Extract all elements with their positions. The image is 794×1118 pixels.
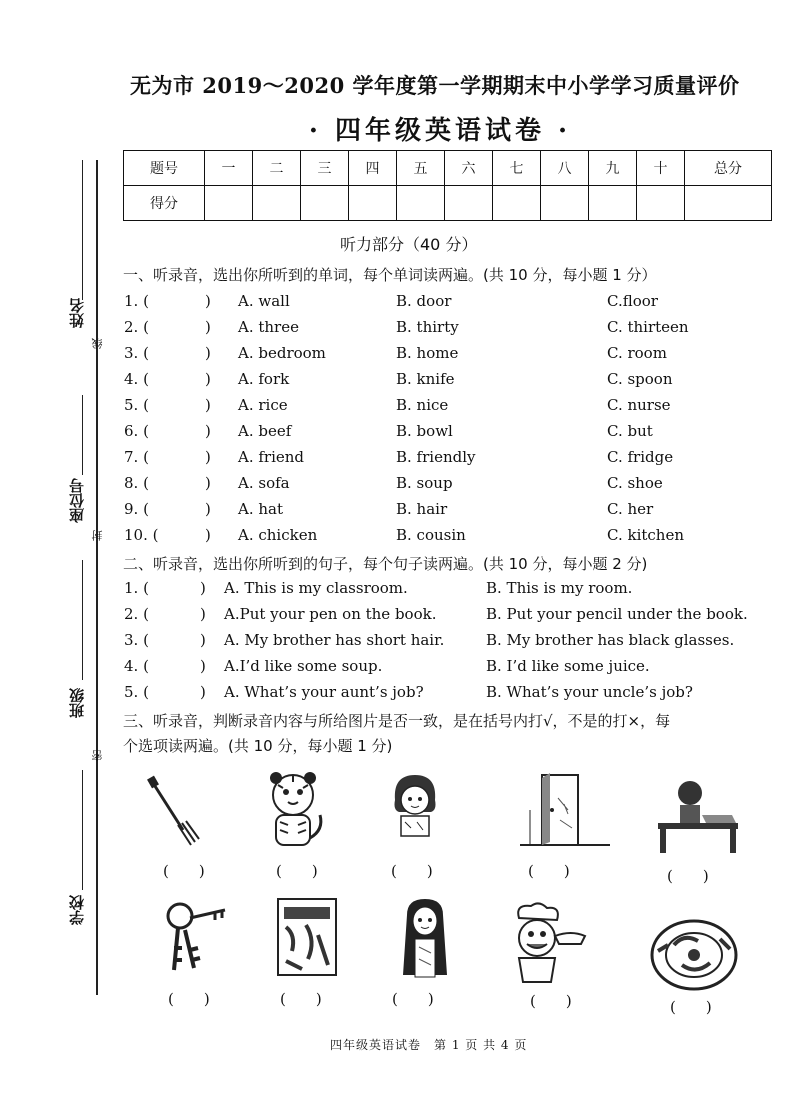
answer-paren-close: ) — [205, 292, 211, 310]
secret-label: 密 — [91, 750, 104, 761]
score-table-row-numbers — [124, 151, 772, 186]
part3-heading-line2: 个选项读两遍。(共 10 分，每小题 1 分) — [123, 737, 393, 755]
option-b: B. bowl — [396, 422, 453, 440]
score-col: 二 — [253, 151, 301, 186]
option-a: A. friend — [238, 448, 305, 466]
question-number[interactable]: 10. ( — [124, 526, 159, 544]
listening-section-title: 听力部分（40 分） — [340, 235, 478, 254]
answer-paren-close: ) — [205, 474, 211, 492]
option-a: A. chicken — [238, 526, 318, 544]
score-cell[interactable] — [349, 186, 397, 221]
school-blank[interactable] — [82, 770, 83, 890]
classroom-icon — [652, 775, 742, 855]
option-b: B. Put your pencil under the book. — [486, 605, 748, 623]
answer-blank[interactable]: ( ) — [276, 862, 318, 880]
answer-paren-close: ) — [205, 448, 211, 466]
answer-blank[interactable]: ( ) — [280, 990, 322, 1008]
seat-blank[interactable] — [82, 395, 83, 475]
school-label: 学校 — [68, 895, 86, 925]
question-number[interactable]: 1. ( — [124, 579, 149, 597]
answer-paren-close: ) — [205, 396, 211, 414]
score-col: 八 — [541, 151, 589, 186]
answer-paren-close: ) — [200, 631, 206, 649]
answer-blank[interactable]: ( ) — [670, 998, 712, 1016]
answer-blank[interactable]: ( ) — [528, 862, 570, 880]
option-b: B. door — [396, 292, 452, 310]
score-cell[interactable] — [589, 186, 637, 221]
option-b: B. thirty — [396, 318, 459, 336]
option-b: B. soup — [396, 474, 453, 492]
exam-subtitle: · 四年级英语试卷 · — [308, 116, 572, 146]
option-c: C. her — [607, 500, 654, 518]
question-number[interactable]: 3. ( — [124, 344, 149, 362]
question-number[interactable]: 1. ( — [124, 292, 149, 310]
page-footer: 四年级英语试卷 第 1 页 共 4 页 — [330, 1038, 528, 1052]
option-a: A. This is my classroom. — [224, 579, 408, 597]
option-c: C. nurse — [607, 396, 671, 414]
question-number[interactable]: 4. ( — [124, 370, 149, 388]
cook-icon — [505, 900, 595, 985]
answer-paren-close: ) — [200, 579, 206, 597]
option-a: A.I’d like some soup. — [224, 657, 383, 675]
option-c: C. kitchen — [607, 526, 684, 544]
option-a: A. My brother has short hair. — [224, 631, 445, 649]
option-b: B. hair — [396, 500, 448, 518]
score-cell[interactable] — [541, 186, 589, 221]
answer-paren-close: ) — [205, 526, 211, 544]
girl-icon — [385, 770, 445, 840]
option-b: B. This is my room. — [486, 579, 633, 597]
score-col: 九 — [589, 151, 637, 186]
cut-line-label: 线 — [91, 338, 104, 349]
option-c: C. room — [607, 344, 667, 362]
question-number[interactable]: 4. ( — [124, 657, 149, 675]
question-number[interactable]: 8. ( — [124, 474, 149, 492]
score-total-label: 总分 — [685, 151, 772, 186]
score-table-row-scores — [124, 186, 772, 221]
option-b: B. I’d like some juice. — [486, 657, 650, 675]
question-number[interactable]: 7. ( — [124, 448, 149, 466]
question-number[interactable]: 2. ( — [124, 318, 149, 336]
class-blank[interactable] — [82, 560, 83, 680]
score-cell[interactable] — [685, 186, 772, 221]
question-number[interactable]: 3. ( — [124, 631, 149, 649]
score-cell[interactable] — [253, 186, 301, 221]
answer-paren-close: ) — [200, 605, 206, 623]
score-col: 七 — [493, 151, 541, 186]
option-a: A. fork — [238, 370, 290, 388]
book-icon — [272, 895, 342, 980]
long-hair-girl-icon — [395, 895, 455, 985]
score-col: 十 — [637, 151, 685, 186]
option-c: C. but — [607, 422, 653, 440]
part3-heading-line1: 三、听录音，判断录音内容与所给图片是否一致，是在括号内打√，不是的打×，每 — [123, 712, 671, 730]
score-col: 一 — [205, 151, 253, 186]
score-cell[interactable] — [637, 186, 685, 221]
answer-paren-close: ) — [200, 683, 206, 701]
answer-paren-close: ) — [200, 657, 206, 675]
option-b: B. nice — [396, 396, 449, 414]
question-number[interactable]: 9. ( — [124, 500, 149, 518]
score-col: 五 — [397, 151, 445, 186]
question-number[interactable]: 5. ( — [124, 683, 149, 701]
option-a: A. sofa — [238, 474, 290, 492]
score-col: 四 — [349, 151, 397, 186]
option-c: C. spoon — [607, 370, 673, 388]
class-label: 班级 — [68, 688, 86, 718]
option-c: C. shoe — [607, 474, 663, 492]
answer-paren-close: ) — [205, 422, 211, 440]
question-number[interactable]: 2. ( — [124, 605, 149, 623]
option-c: C.floor — [607, 292, 658, 310]
answer-blank[interactable]: ( ) — [392, 990, 434, 1008]
score-row-label: 得分 — [124, 186, 205, 221]
answer-paren-close: ) — [205, 370, 211, 388]
answer-blank[interactable]: ( ) — [530, 992, 572, 1010]
answer-blank[interactable]: ( ) — [168, 990, 210, 1008]
option-b: B. home — [396, 344, 459, 362]
option-b: B. knife — [396, 370, 455, 388]
score-cell[interactable] — [493, 186, 541, 221]
fork-icon — [145, 775, 205, 850]
score-cell[interactable] — [397, 186, 445, 221]
door-icon — [520, 770, 610, 850]
score-col: 三 — [301, 151, 349, 186]
score-table-label: 题号 — [124, 151, 205, 186]
seal-label: 封 — [91, 530, 104, 541]
part1-heading: 一、听录音，选出你所听到的单词，每个单词读两遍。(共 10 分，每小题 1 分） — [123, 266, 657, 284]
answer-paren-close: ) — [205, 344, 211, 362]
option-b: B. What’s your uncle’s job? — [486, 683, 693, 701]
answer-blank[interactable]: ( ) — [667, 867, 709, 885]
option-b: B. friendly — [396, 448, 476, 466]
option-a: A. rice — [238, 396, 288, 414]
answer-blank[interactable]: ( ) — [391, 862, 433, 880]
option-c: C. fridge — [607, 448, 674, 466]
keys-icon — [160, 898, 235, 978]
question-number[interactable]: 5. ( — [124, 396, 149, 414]
option-c: C. thirteen — [607, 318, 689, 336]
part2-heading: 二、听录音，选出你所听到的句子，每个句子读两遍。(共 10 分，每小题 2 分) — [123, 555, 648, 573]
score-cell[interactable] — [301, 186, 349, 221]
option-a: A. hat — [238, 500, 283, 518]
score-col: 六 — [445, 151, 493, 186]
score-cell[interactable] — [445, 186, 493, 221]
answer-paren-close: ) — [205, 318, 211, 336]
bowl-icon — [648, 915, 743, 995]
answer-paren-close: ) — [205, 500, 211, 518]
option-a: A. wall — [238, 292, 290, 310]
tiger-icon — [258, 770, 328, 850]
option-a: A.Put your pen on the book. — [224, 605, 437, 623]
option-b: B. cousin — [396, 526, 466, 544]
binding-line — [96, 160, 98, 995]
name-blank[interactable] — [82, 160, 83, 300]
seat-label: 座位号 — [68, 478, 86, 523]
score-table — [123, 150, 772, 221]
option-a: A. beef — [238, 422, 292, 440]
exam-title: 无为市 2019～2020 学年度第一学期期末中小学学习质量评价 — [130, 73, 740, 98]
score-cell[interactable] — [205, 186, 253, 221]
name-label: 姓名 — [68, 298, 86, 328]
option-a: A. three — [238, 318, 299, 336]
question-number[interactable]: 6. ( — [124, 422, 149, 440]
option-a: A. bedroom — [238, 344, 326, 362]
option-a: A. What’s your aunt’s job? — [224, 683, 424, 701]
option-b: B. My brother has black glasses. — [486, 631, 735, 649]
answer-blank[interactable]: ( ) — [163, 862, 205, 880]
